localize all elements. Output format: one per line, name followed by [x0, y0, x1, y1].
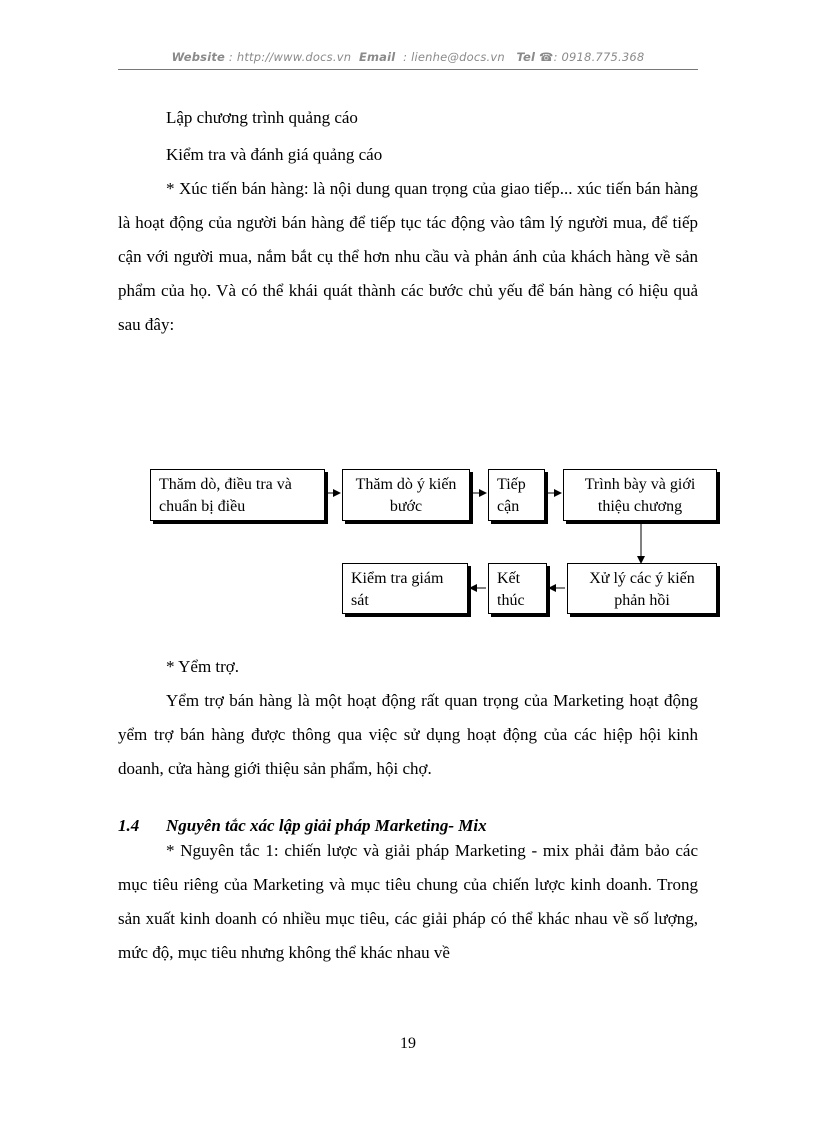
phone-icon: ☎ [539, 50, 554, 64]
body-line-2: Kiểm tra và đánh giá quảng cáo [166, 145, 383, 164]
website-value: : http://www.docs.vn [228, 50, 352, 64]
tel-label: Tel [516, 50, 536, 64]
support-title: * Yểm trợ. [166, 657, 240, 676]
section-heading [118, 816, 487, 836]
section-number: 1.4 [118, 816, 140, 835]
flow-box-feedback: Xử lý các ý kiến phản hồi [567, 563, 717, 614]
flow-box-approach: Tiếp cận [488, 469, 545, 521]
email-value: : lienhe@docs.vn [403, 50, 505, 64]
section-title: Nguyên tắc xác lập giải pháp Marketing- Mix [166, 816, 487, 835]
flow-box-opinion: Thăm dò ý kiến bước [342, 469, 470, 521]
email-label: Email [358, 50, 396, 64]
paragraph-support: Yểm trợ bán hàng là một hoạt động rất quan trọng của Marketing hoạt động yểm trợ bán hàng được thông qua việc sử dụng hoạt động của các hiệp hội kinh doanh, cửa hàng giới thiệu sản phẩm, hội chợ. [118, 691, 698, 778]
page-number: 19 [400, 1035, 416, 1052]
body-line-1: Lập chương trình quảng cáo [166, 108, 358, 127]
paragraph-sales-promotion: * Xúc tiến bán hàng: là nội dung quan trọng của giao tiếp... xúc tiến bán hàng là hoạt động của người bán hàng để tiếp tục tác động vào tâm lý người mua, để tiếp cận với người mua, nắm bắt cụ thể hơn nhu cầu và phản ánh của khách hàng về sản phẩm của họ. Và có thể khái quát thành các bước chủ yếu để bán hàng có hiệu quả sau đây: [118, 179, 698, 334]
flow-box-survey: Thăm dò, điều tra và chuẩn bị điều [150, 469, 325, 521]
website-label: Website [171, 50, 226, 64]
flow-box-presentation: Trình bày và giới thiệu chương [563, 469, 717, 521]
flow-box-closing: Kết thúc [488, 563, 547, 614]
tel-value: : 0918.775.368 [553, 50, 645, 64]
flow-box-monitoring: Kiểm tra giám sát [342, 563, 468, 614]
paragraph-principle-1: * Nguyên tắc 1: chiến lược và giải pháp Marketing - mix phải đảm bảo các mục tiêu riêng của Marketing và mục tiêu chung của chiến lược kinh doanh. Trong sản xuất kinh doanh có nhiều mục tiêu, các giải pháp có thể khác nhau về số lượng, mức độ, mục tiêu nhưng không thể khác nhau về [118, 841, 698, 962]
